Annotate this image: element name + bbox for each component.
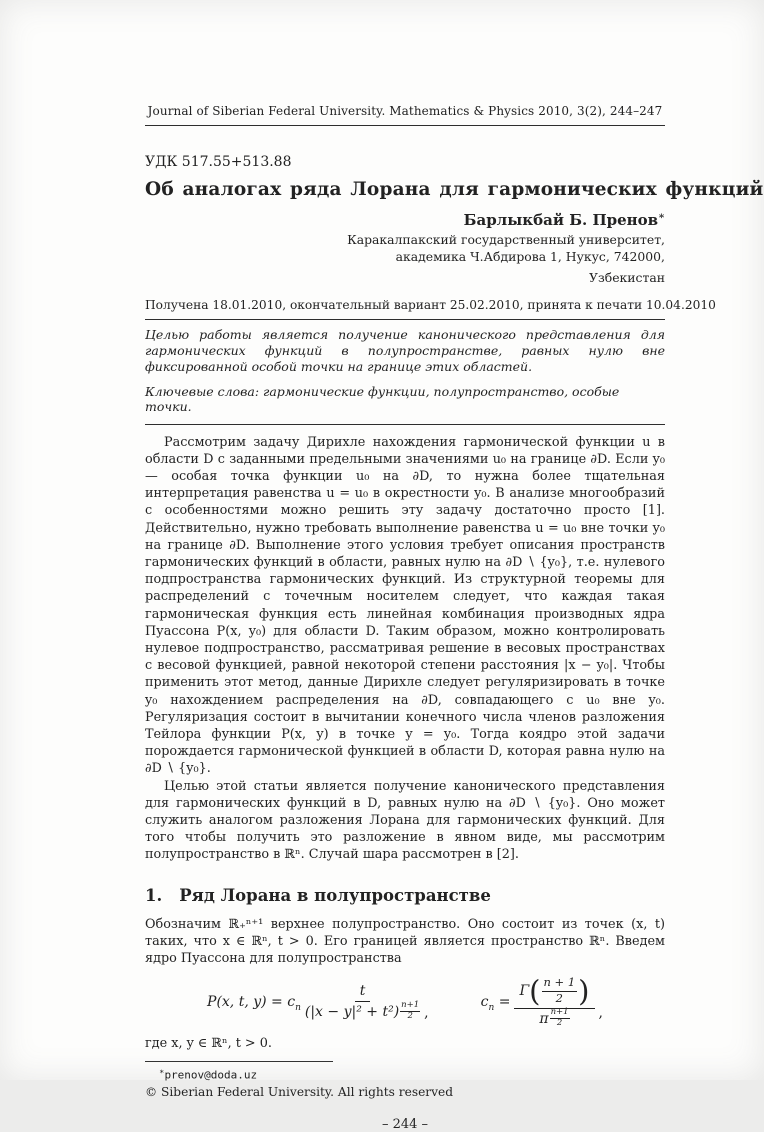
body-paragraph: Рассмотрим задачу Дирихле нахождения гармонической функции u в области D с заданными предельными значениями u₀ на границе ∂D. Если y₀ — особая точка функции u₀ на ∂D, то нужна более тщательная интерпретация равенства u = u₀ в окрестности y₀. В анализе многообразий с особенностями можно решить эту задачу достаточно просто [1]. Действительно, нужно требовать выполнение равенства u = u₀ вне точки y₀ на границе ∂D. Выполнение этого условия требует описания пространств гармонических функций в области, равных нулю на ∂D ∖ {y₀}, т.е. нулевого подпространства гармонических функций. Из структурной теоремы для распределений с точечным носителем следует, что каждая такая гармоническая функция есть линейная комбинация производных ядра Пуассона P(x, y₀) для области D. Таким образом, можно контролировать нулевое подпространство, рассматривая решение в весовых пространствах с весовой функцией, равной некоторой степени расстояния |x − y₀|. Чтобы применить этот метод, данные Дирихле следует регуляризировать в точке y₀ нахождением распределения на ∂D, совпадающего с u₀ вне y₀. Регуляризация состоит в вычитании конечного числа членов разложения Тейлора функции P(x, y) в точке y = y₀. Тогда коядро этой задачи порождается гармонической функцией в области D, которая равна нулю на ∂D ∖ {y₀}. [145, 434, 665, 777]
page-number: – 244 – [381, 1116, 429, 1132]
journal-header: Journal of Siberian Federal University. Mathematics & Physics 2010, 3(2), 244–247 [145, 104, 665, 126]
footnote-mark: ∗ [159, 1067, 165, 1077]
comma: , [424, 1004, 429, 1021]
article-content [145, 104, 764, 1132]
copyright-notice: © Siberian Federal University. All rights reserved [145, 1084, 454, 1099]
inner-denominator: 2 [555, 990, 563, 1005]
constant-lhs [481, 994, 511, 1013]
constant-symbol: c [480, 994, 489, 1011]
fraction [514, 973, 594, 1031]
fraction-denominator [304, 999, 420, 1025]
exponent-numerator: n+1 [550, 1006, 569, 1017]
formula-lhs-subscript: n [295, 1003, 301, 1014]
section-title: Ряд Лорана в полупространстве [179, 885, 491, 905]
fraction-denominator [539, 1006, 569, 1032]
affiliation-line: академика Ч.Абдирова 1, Нукус, 742000, [395, 248, 665, 264]
pi-symbol: π [539, 1010, 549, 1027]
formula-lhs [207, 994, 301, 1013]
email-text: prenov@doda.uz [164, 1068, 258, 1082]
section-heading [145, 886, 665, 905]
affiliation-line: Каракалпакский государственный университет, [347, 232, 665, 247]
footnote-email [145, 1067, 665, 1082]
right-paren: ) [578, 973, 590, 1008]
section-body [145, 916, 665, 968]
exponent-fraction [400, 1001, 420, 1022]
equals-sign: = [494, 994, 511, 1011]
author-name-text: Барлыкбай Б. Пренов [463, 211, 659, 229]
poisson-kernel-formula [145, 973, 665, 1031]
comma: , [598, 1004, 603, 1021]
fraction-numerator [514, 973, 594, 1009]
constant-subscript: n [488, 1003, 495, 1014]
exponent-numerator: n+1 [401, 999, 420, 1010]
article-keywords: Ключевые слова: гармонические функции, полупространство, особые точки. [145, 384, 665, 425]
gamma-symbol: Γ [519, 982, 530, 999]
exponent-fraction [550, 1008, 570, 1029]
received-line: Получена 18.01.2010, окончательный вариант 25.02.2010, принята к печати 10.04.2010 [145, 298, 665, 320]
denominator-base: (|x − y|² + t²) [304, 1003, 400, 1020]
section-number: 1. [145, 885, 163, 905]
body-paragraph: Целью этой статьи является получение канонического представления для гармонических функций в D, равных нулю на ∂D ∖ {y₀}. Оно может служить аналогом разложения Лорана для гармонических функций. Для того чтобы получить это разложение в явном виде, мы рассмотрим полупространство в ℝⁿ. Случай шара рассмотрен в [2]. [145, 778, 665, 863]
inner-numerator: n + 1 [542, 976, 578, 992]
fraction [305, 983, 420, 1025]
udc-label: УДК 517.55+513.88 [145, 154, 292, 170]
fraction-numerator: t [355, 983, 371, 1002]
author-footnote-mark: ∗ [658, 211, 665, 222]
left-paren: ( [529, 973, 541, 1008]
exponent-denominator: 2 [556, 1017, 563, 1028]
body-paragraph: Обозначим ℝ₊ⁿ⁺¹ верхнее полупространство. Оно состоит из точек (x, t) таких, что x ∈ ℝⁿ, t > 0. Его границей является пространство ℝⁿ. Введем ядро Пуассона для полупространства [145, 916, 665, 966]
formula-conditions: где x, y ∈ ℝⁿ, t > 0. [145, 1036, 272, 1052]
author-affiliation [145, 232, 665, 287]
affiliation-country: Узбекистан [589, 270, 665, 285]
formula-left-part [207, 983, 429, 1025]
footnote-block [145, 1061, 665, 1099]
formula-lhs-text: P(x, t, y) = c [207, 994, 296, 1011]
author-name [145, 211, 665, 229]
footnote-divider [145, 1061, 333, 1062]
inner-fraction [542, 976, 578, 1006]
article-body [145, 434, 665, 864]
article-title: Об аналогах ряда Лорана для гармонических функций [145, 179, 764, 200]
article-abstract: Целью работы является получение канонического представления для гармонических функций в полупространстве, равных нулю вне фиксированной особой точки на границе этих областей. [145, 326, 665, 374]
exponent-denominator: 2 [407, 1010, 413, 1021]
formula-right-part [480, 973, 603, 1031]
